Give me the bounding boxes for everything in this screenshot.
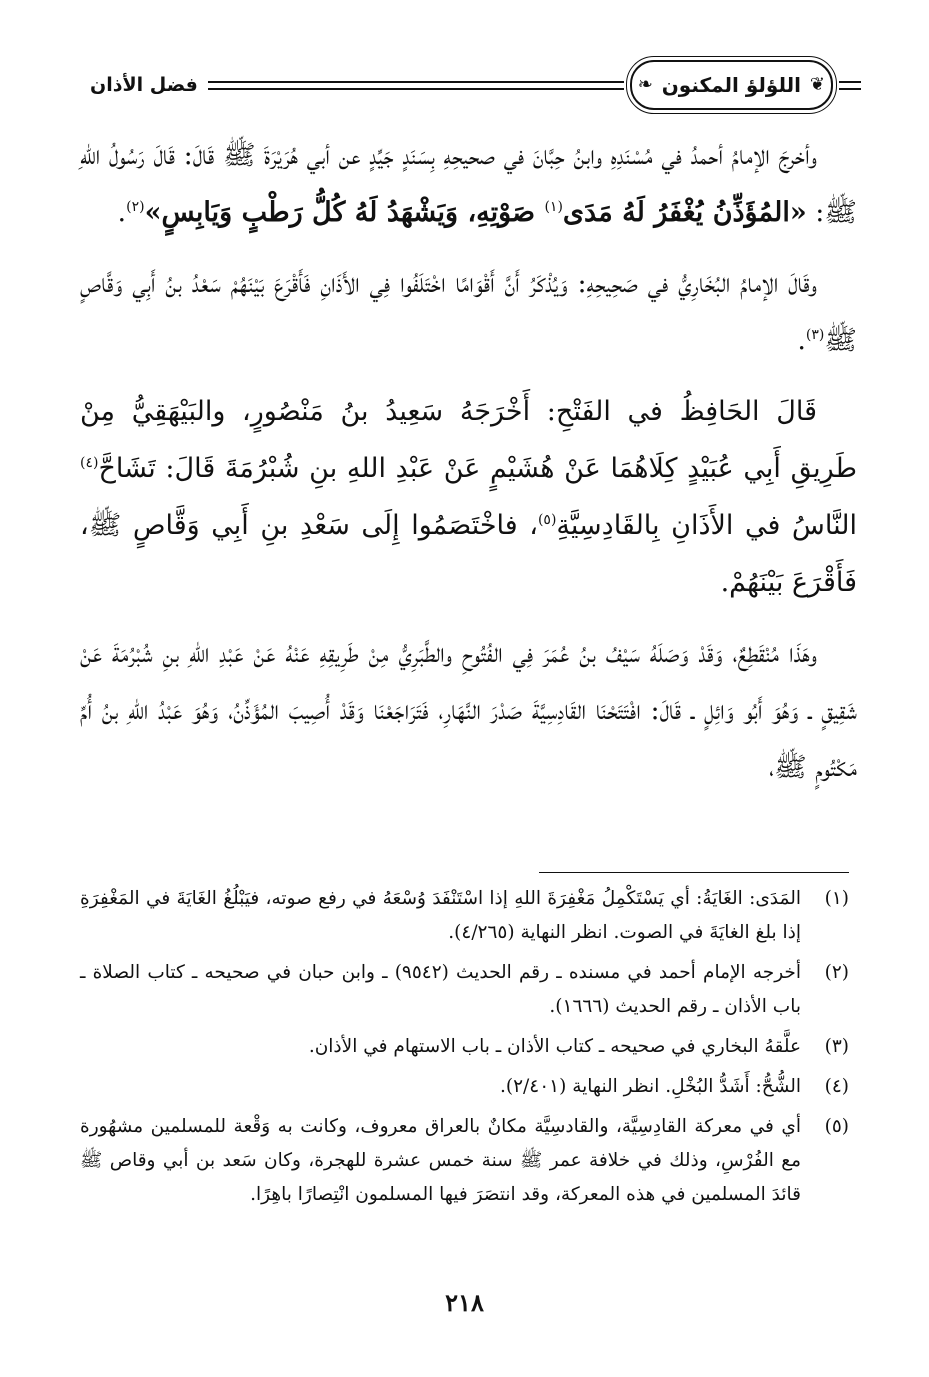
page-number: ٢١٨ bbox=[445, 1288, 484, 1317]
paragraph-text: وهَذَا مُنْقَطِعٌ، وَقَدْ وَصَلَهُ سَيْفُ بنُ عُمَرَ فِي الفُتُوحِ والطَّبَرِيُّ مِنْ طَرِيقِهِ عَنْهُ عَنْ عَبْدِ اللهِ بنِ شُبْرُمَةَ عَنْ شَقِيقٍ ـ وَهُوَ أَبُو وَائِلٍ ـ قَالَ: افْتَتَحْنَا القَادِسِيَّةَ صَدْرَ النَّهَارِ، فَتَرَاجَعْنَا وَقَدْ أُصِيبَ المُؤَذِّنُ، وَهُوَ عَبْدُ اللهِ بنُ أُمِّ مَكْتُومٍ ﷺ، bbox=[80, 638, 857, 783]
footnote-text: المَدَى: الغَايَةُ: أي يَسْتَكْمِلُ مَغْفِرَةَ اللهِ إذا اسْتَنْفَدَ وُسْعَهُ في رفع صوته، فيَبْلُغُ الغَايَةَ في المَغْفِرَةِ إذا بلغ الغايَةَ في الصوت. انظر النهاية (٤/٢٦٥). bbox=[80, 888, 801, 943]
paragraph-text: النَّاسُ في الأَذَانِ بِالقَادِسِيَّةِ bbox=[556, 510, 857, 541]
book-title: اللؤلؤ المكنون bbox=[661, 73, 801, 97]
footnote bbox=[80, 1110, 849, 1212]
footnote-number: (٢) bbox=[824, 962, 849, 983]
paragraph bbox=[80, 383, 857, 611]
footnote-text: أخرجه الإمام أحمد في مسنده ـ رقم الحديث (٩٥٤٢) ـ وابن حبان في صحيحه ـ كتاب الصلاة ـ باب الأذان ـ رقم الحديث (١٦٦٦). bbox=[80, 962, 801, 1017]
footnote-number: (١) bbox=[824, 888, 849, 909]
hadith-text: صَوْتِهِ، وَيَشْهَدُ لَهُ كُلُّ رَطْبٍ وَيَابِسٍ» bbox=[144, 197, 545, 228]
paragraph bbox=[80, 255, 857, 369]
ornament-icon: ❧ bbox=[637, 74, 653, 95]
footnote bbox=[80, 1070, 849, 1104]
footnote-text: أي في معركة القادِسِيَّة، والقادسِيَّة مكانٌ بالعراق معروف، وكانت به وَقْعة للمسلمين مشهُورة مع الفُرْسِ، وذلك في خلافة عمر ﷺ سنة خمس عشرة للهجرة، وكان سَعد بن أبي وقاص ﷺ قائدَ المسلمين في هذه المعركة، وقد انتصَرَ فيها المسلمون انْتِصارًا باهِرًا. bbox=[80, 1116, 801, 1205]
footnote-ref[interactable]: (٥) bbox=[537, 512, 557, 528]
footnote bbox=[80, 1030, 849, 1064]
footnote-number: (٥) bbox=[824, 1116, 849, 1137]
ornament-icon: ❦ bbox=[809, 74, 825, 95]
footnotes bbox=[80, 882, 849, 1218]
paragraph-text: وقَالَ الإمامُ البُخَارِيُّ في صَحِيحِهِ: وَيُذْكَرُ أَنَّ أَقْوَامًا اخْتَلَفُوا فِي الأَذَانِ فَأَقْرَعَ بَيْنَهُمْ سَعْدُ بنُ أَبِي وَقَّاصٍ ﷺ bbox=[80, 268, 857, 356]
footnote-number: (٣) bbox=[824, 1036, 849, 1057]
paragraph-text: . bbox=[797, 325, 806, 356]
paragraph-text: ، فاخْتَصَمُوا إِلَى سَعْدِ بنِ أَبِي وَقَّاصٍ ﷺ، فَأَقْرَعَ بَيْنَهُمْ. bbox=[80, 510, 857, 598]
paragraph bbox=[80, 127, 857, 241]
footnote-ref[interactable]: (٣) bbox=[805, 327, 825, 343]
header-rule-right bbox=[839, 81, 861, 90]
running-header bbox=[80, 50, 861, 120]
header-rule-left bbox=[208, 81, 624, 90]
paragraph-text: . bbox=[117, 197, 127, 228]
footnote-text: علَّقهُ البخاري في صحيحه ـ كتاب الأذان ـ باب الاستهام في الأذان. bbox=[308, 1036, 801, 1057]
paragraph-text: قَالَ الحَافِظُ في الفَتْحِ: أَخْرَجَهُ سَعِيدُ بنُ مَنْصُورٍ، والبَيْهَقِيُّ مِنْ طَرِيقِ أَبِي عُبَيْدٍ كِلَاهُمَا عَنْ هُشَيْمٍ عَنْ عَبْدِ اللهِ بنِ شُبْرُمَةَ قَالَ: تَشَاحَّ bbox=[80, 396, 857, 484]
section-title: فضل الأذان bbox=[90, 74, 198, 96]
footnote-separator bbox=[539, 872, 849, 873]
paragraph-text: وأخرجَ الإمامُ أحمدُ في مُسْنَدِهِ وابنُ حِبَّانَ في صحيحِهِ بِسَنَدٍ جَيِّدٍ عن أبي هُرَيْرَةَ ﷺ قَالَ: قَالَ رَسُولُ اللهِ ﷺ: bbox=[80, 140, 857, 228]
footnote-ref[interactable]: (٤) bbox=[80, 455, 99, 471]
footnote-text: الشُّحُّ: أَشَدُّ البُخْلِ. انظر النهاية (٢/٤٠١). bbox=[500, 1076, 801, 1097]
footnote-ref[interactable]: (١) bbox=[544, 199, 563, 215]
footnote bbox=[80, 882, 849, 950]
paragraph bbox=[80, 625, 857, 796]
footnote bbox=[80, 956, 849, 1024]
main-text bbox=[80, 127, 857, 810]
book-title-cartouche bbox=[630, 60, 833, 110]
hadith-text: «المُؤَذِّنُ يُغْفَرُ لَهُ مَدَى bbox=[562, 197, 807, 228]
footnote-ref[interactable]: (٢) bbox=[126, 199, 145, 215]
footnote-number: (٤) bbox=[824, 1076, 849, 1097]
